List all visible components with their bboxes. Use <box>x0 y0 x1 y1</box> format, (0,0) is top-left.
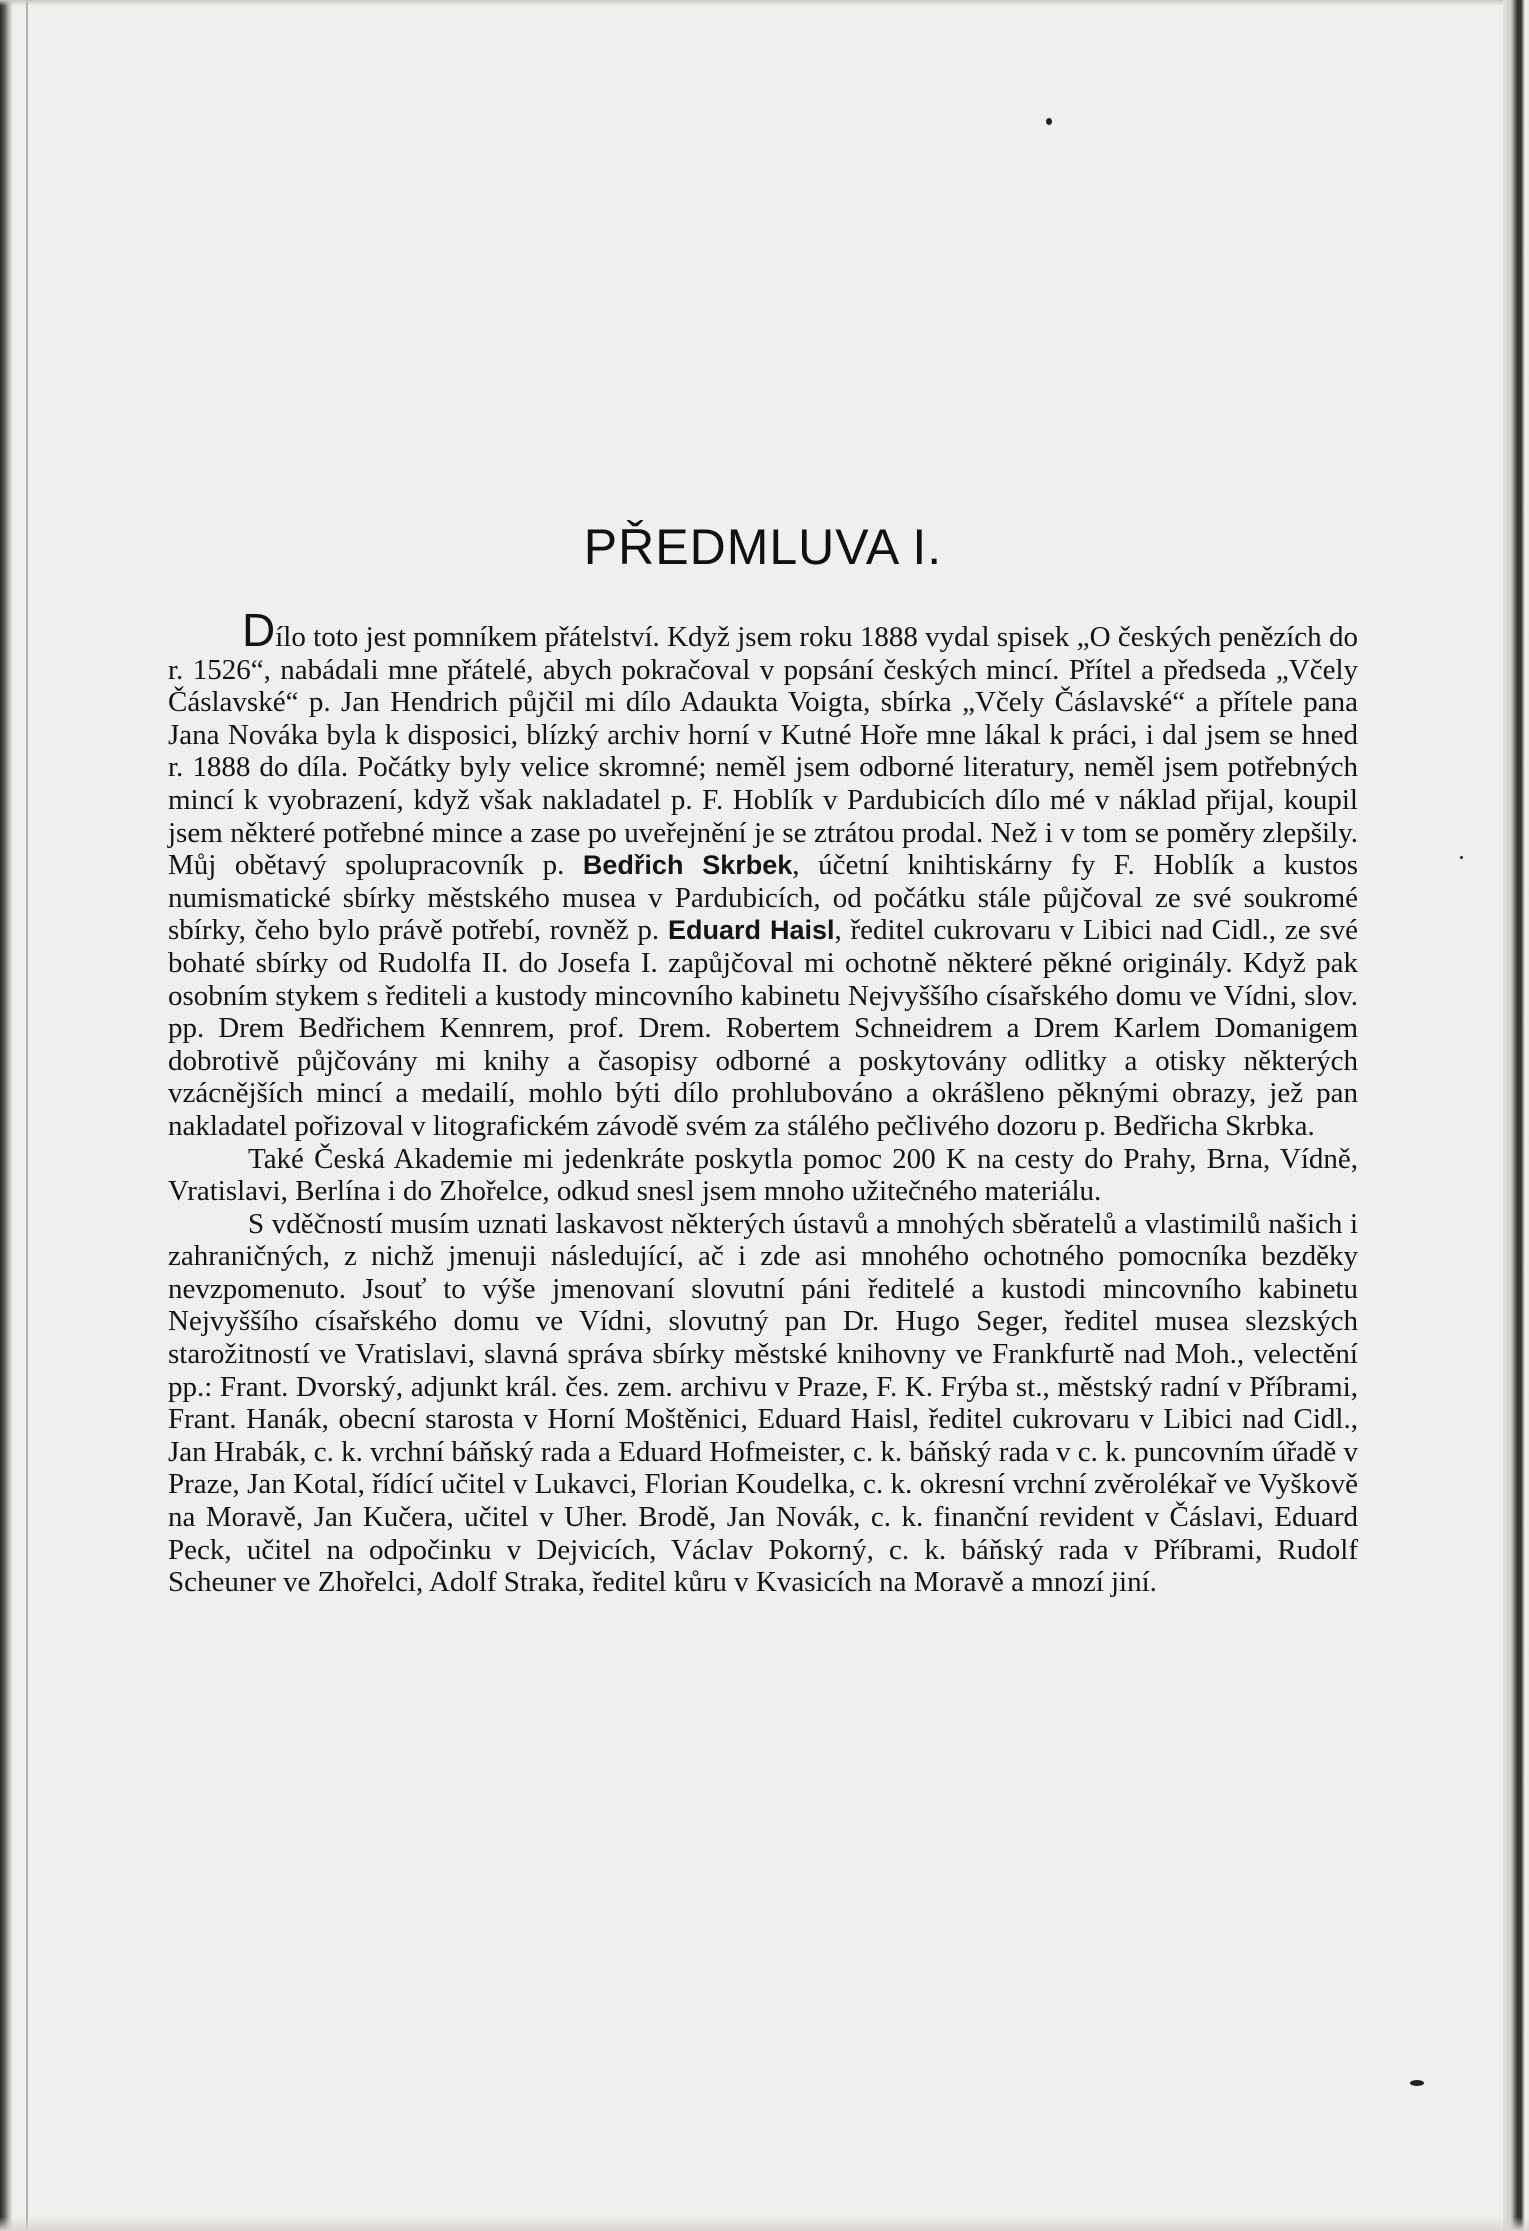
person-name-bold: Bedřich Skrbek <box>582 850 793 881</box>
page-top-shadow <box>0 0 1529 6</box>
page-title: PŘEDMLUVA I. <box>583 519 943 575</box>
preface-paragraph-1 <box>168 604 1358 1143</box>
page-fold-line <box>26 0 28 2231</box>
person-name-bold: Eduard Haisl <box>667 915 835 946</box>
preface-text-block <box>168 518 1358 1599</box>
page-binding-edge <box>0 0 12 2231</box>
ink-speck <box>1046 118 1052 125</box>
ink-speck <box>1410 2080 1424 2086</box>
preface-paragraph-3: S vděčností musím uznati laskavost některých ústavů a mnohých sběratelů a vlastimilů našich i zahraničných, z nichž jmenuji následující, ač i zde asi mnohého ochotného pomocníka bezděky nevzpomenuto. Jsouť to výše jmenovaní slovutní páni ředitelé a kustodi mincovního kabinetu Nejvyššího císařského domu ve Vídni, slovutný pan Dr. Hugo Seger, ředitel musea slezských starožitností ve Vratislavi, slavná správa sbírky městské knihovny ve Frankfurtě nad Moh., velectění pp.: Frant. Dvorský, adjunkt král. čes. zem. archivu v Praze, F. K. Frýba st., městský radní v Příbrami, Frant. Hanák, obecní starosta v Horní Moštěnici, Eduard Haisl, ředitel cukrovaru v Libici nad Cidl., Jan Hrabák, c. k. vrchní báňský rada a Eduard Hofmeister, c. k. báňský rada v c. k. puncovním úřadě v Praze, Jan Kotal, řídící učitel v Lukavci, Florian Koudelka, c. k. okresní vrchní zvěrolékař ve Vyškově na Moravě, Jan Kučera, učitel v Uher. Brodě, Jan Novák, c. k. finanční revident v Čáslavi, Eduard Peck, učitel na odpočinku v Dejvicích, Václav Pokorný, c. k. báňský rada v Příbrami, Rudolf Scheuner ve Zhořelci, Adolf Straka, ředitel kůru v Kvasicích na Moravě a mnozí jiní. <box>168 1207 1358 1599</box>
page-right-edge <box>1503 0 1529 2231</box>
paragraph-text: , ředitel cukrovaru v Libici nad Cidl., ze své bohaté sbírky od Rudolfa II. do Josefa I. zapůjčoval mi ochotně některé pěkné originály. Když pak osobním stykem s řediteli a kustody mincovního kabinetu Nejvyššího císařského domu ve Vídni, slov. pp. Drem Bedřichem Kennrem, prof. Drem. Robertem Schneidrem a Drem Karlem Domanigem dobrotivě půjčovány mi knihy a časopisy odborné a poskytovány odlitky a otisky některých vzácnějších mincí a medailí, mohlo býti dílo prohlubováno a okrášleno pěknými obrazy, jež pan nakladatel pořizoval v litografickém závodě svém za stálého pečlivého dozoru p. Bedřicha Skrbka. <box>168 914 1358 1142</box>
page-bottom-edge <box>0 2217 1529 2231</box>
paragraph-text: ílo toto jest pomníkem přátelství. Když jsem roku 1888 vydal spisek „O českých penězích do r. 1526“, nabádali mne přátelé, abych pokračoval v popsání českých mincí. Přítel a předseda „Včely Čáslavské“ p. Jan Hendrich půjčil mi dílo Adaukta Voigta, sbírka „Včely Čáslavské“ a přítele pana Jana Nováka byla k disposici, blízký archiv horní v Kutné Hoře mne lákal k práci, i dal jsem se hned r. 1888 do díla. Počátky byly velice skromné; neměl jsem odborné literatury, neměl jsem potřebných mincí k vyobrazení, když však nakladatel p. F. Hoblík v Pardubicích dílo mé v náklad přijal, koupil jsem některé potřebné mince a zase po uveřejnění je se ztrátou prodal. Než i v tom se poměry zlepšily. Můj obětavý spolupracovník p. <box>168 621 1358 882</box>
paragraph-text: , účetní knihtiskárny fy F. Hoblík a kustos numismatické sbírky městského musea v Pardubicích, od počátku stále půjčoval ze své soukromé sbírky, čeho bylo právě potřebí, rovněž p. <box>168 849 1358 947</box>
preface-paragraph-2: Také Česká Akademie mi jedenkráte poskytla pomoc 200 K na cesty do Prahy, Brna, Vídně, Vratislavi, Berlína i do Zhořelce, odkud snesl jsem mnoho užitečného materiálu. <box>168 1142 1358 1208</box>
drop-cap: D <box>242 604 276 656</box>
ink-speck <box>1460 856 1463 859</box>
